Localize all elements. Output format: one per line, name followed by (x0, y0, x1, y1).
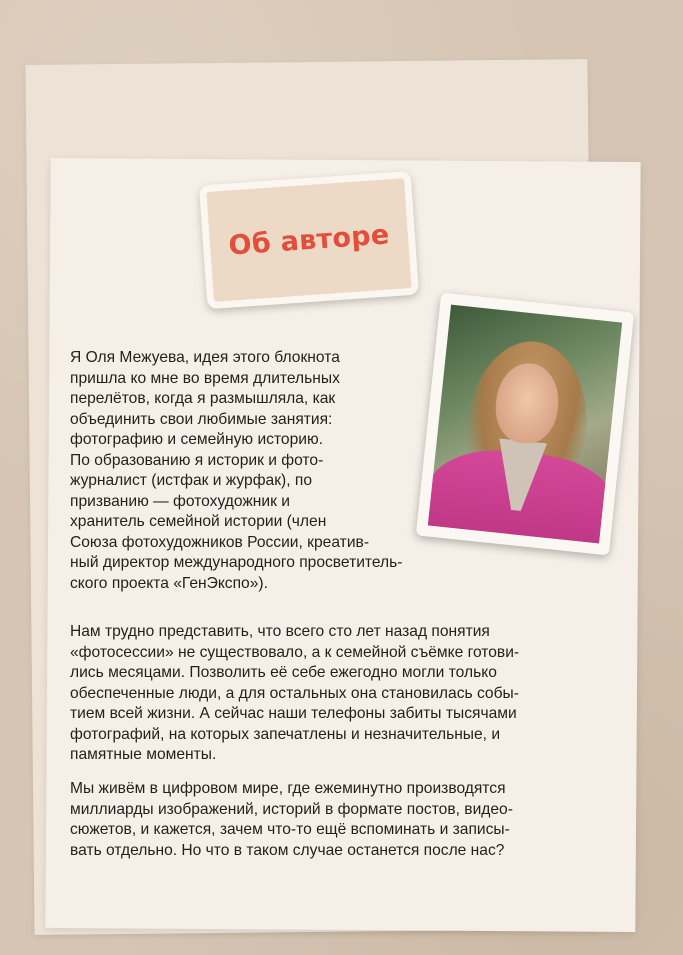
text-line: тием всей жизни. А сейчас наши телефоны забиты тысячами (70, 705, 517, 722)
text-line: обеспеченные люди, а для остальных она становилась собы- (70, 684, 519, 702)
page-title: Об авторе (227, 218, 391, 262)
text-line: сюжетов, и кажется, зачем что-то ещё вспоминать и записы- (70, 821, 510, 838)
text-line: «фотосессии» не существовало, а к семейной съёмке готови- (70, 643, 520, 661)
author-photo (428, 305, 622, 544)
digital-world-paragraph (70, 779, 600, 861)
text-line: пришла ко мне во время длительных (70, 369, 340, 387)
text-line: ный директор международного просветитель- (70, 554, 403, 571)
text-line: вать отдельно. Но что в таком случае останется после нас? (70, 841, 505, 859)
text-line: Союза фотохудожников России, креатив- (70, 533, 370, 551)
intro-paragraph (70, 348, 410, 594)
author-photo-frame (416, 293, 634, 556)
text-line: Мы живём в цифровом мире, где ежеминутно производятся (70, 780, 506, 797)
text-line: Я Оля Межуева, идея этого блокнота (70, 349, 340, 366)
text-line: призванию — фотохудожник и (70, 492, 290, 510)
text-line: фотографий, на которых запечатлены и незначительные, и (70, 725, 501, 743)
text-line: Нам трудно представить, что всего сто лет назад понятия (70, 623, 490, 640)
text-line: перелётов, когда я размышляла, как (70, 390, 336, 407)
text-line: хранитель семейной истории (член (70, 513, 327, 530)
text-line: фотографию и семейную историю. (70, 431, 324, 448)
text-line: журналист (истфак и журфак), по (70, 472, 313, 489)
text-line: миллиарды изображений, историй в формате постов, видео- (70, 800, 513, 818)
text-line: лись месяцами. Позволить её себе ежегодно могли только (70, 664, 497, 681)
text-line: По образованию я историк и фото- (70, 451, 324, 469)
history-paragraph (70, 622, 600, 766)
title-card (199, 171, 419, 309)
text-line: ского проекта «ГенЭкспо»). (70, 574, 268, 592)
text-line: объединить свои любимые занятия: (70, 410, 333, 428)
text-line: памятные моменты. (70, 746, 217, 763)
